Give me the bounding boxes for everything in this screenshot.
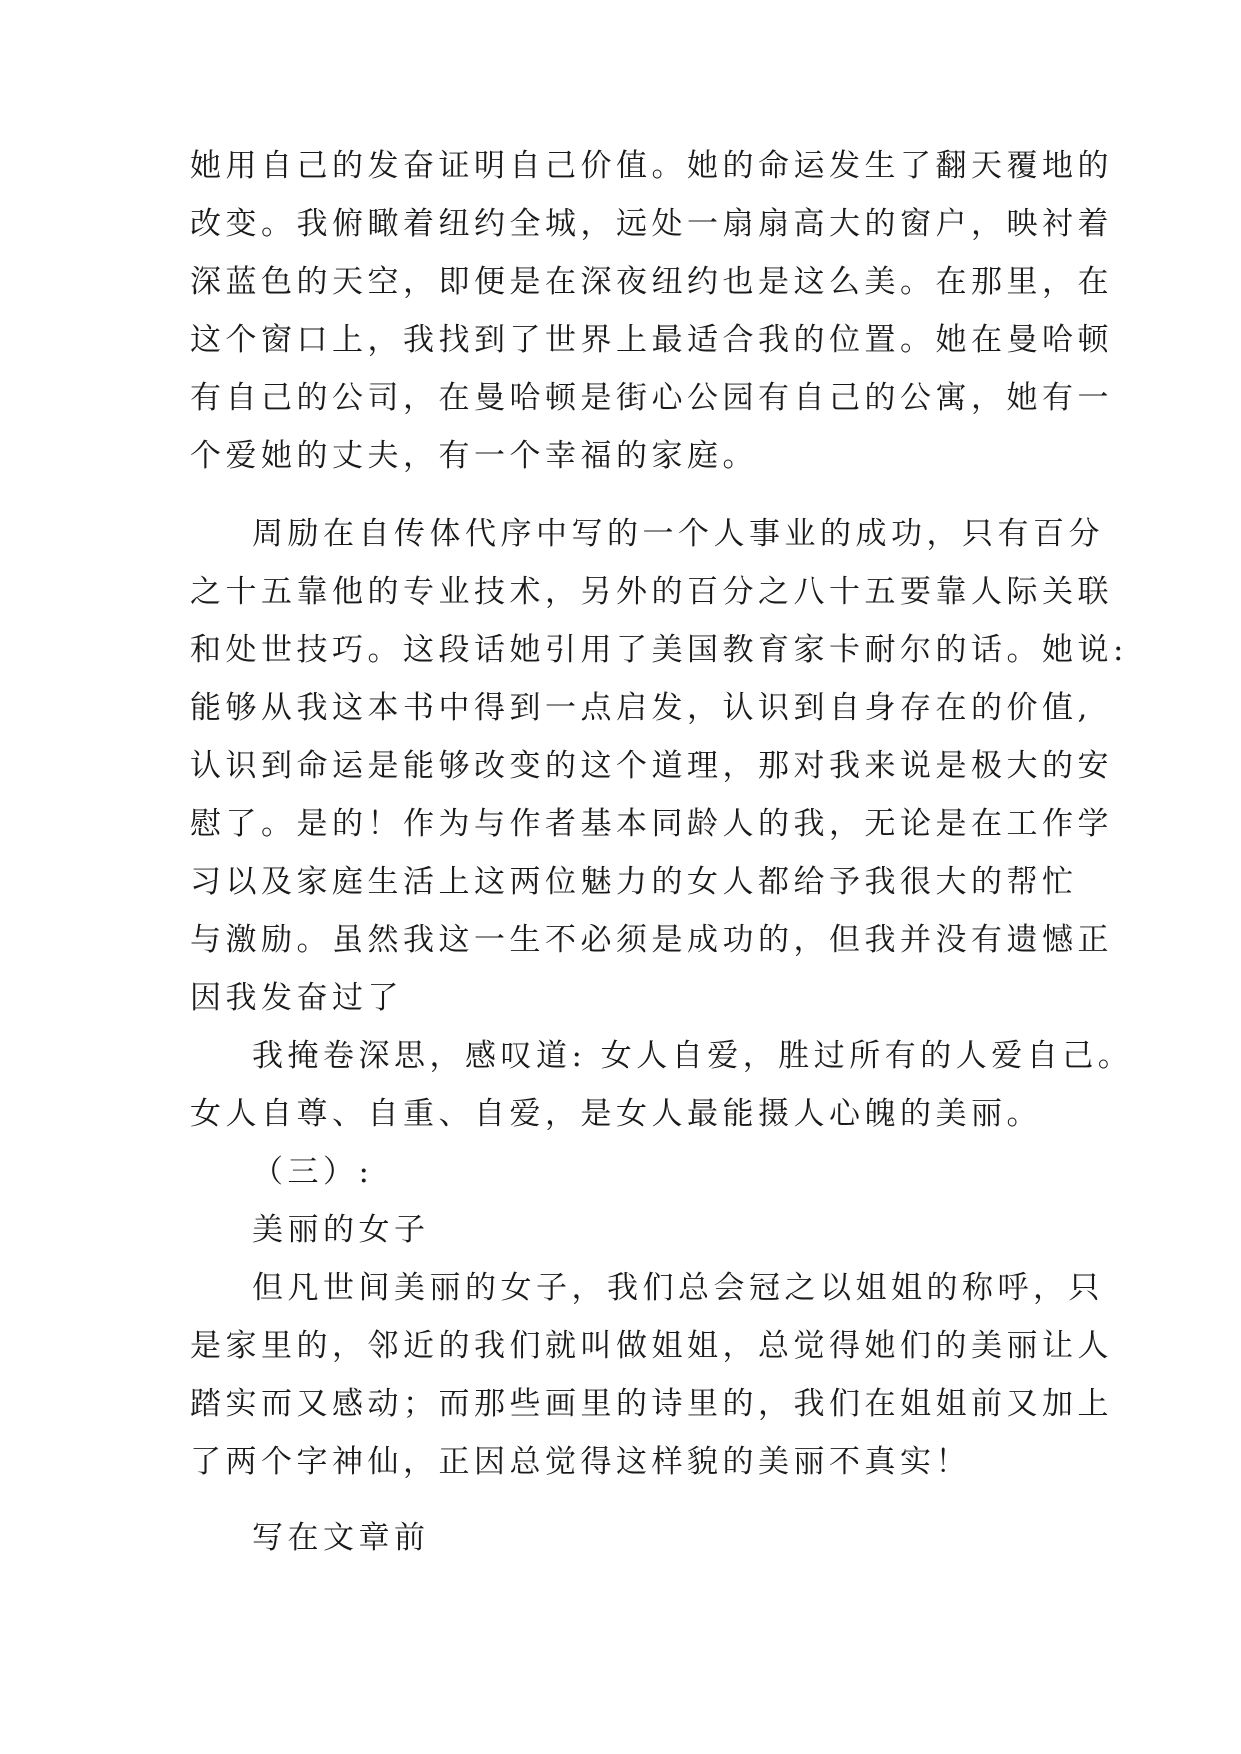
text-line: 和处世技巧。这段话她引用了美国教育家卡耐尔的话。她说: [190,632,1128,668]
text-line: 这个窗口上，我找到了世界上最适合我的位置。她在曼哈顿 [190,322,1113,358]
text-line: 与激励。虽然我这一生不必须是成功的，但我并没有遗憾正 [190,922,1113,958]
text-line: 个爱她的丈夫，有一个幸福的家庭。 [190,438,758,474]
paragraph-start-line: 周励在自传体代序中写的一个人事业的成功，只有百分 [252,516,1104,552]
text-line: 了两个字神仙，正因总觉得这样貌的美丽不真实！ [190,1444,971,1480]
text-line: 深蓝色的天空，即便是在深夜纽约也是这么美。在那里，在 [190,264,1113,300]
text-line: 习以及家庭生活上这两位魅力的女人都给予我很大的帮忙 [190,864,1078,900]
text-line: 认识到命运是能够改变的这个道理，那对我来说是极大的安 [190,748,1113,784]
subheading: 写在文章前 [252,1520,430,1556]
text-line: 她用自己的发奋证明自己价值。她的命运发生了翻天覆地的 [190,148,1113,184]
section-title: 美丽的女子 [252,1212,430,1248]
text-line: 能够从我这本书中得到一点启发，认识到自身存在的价值, [190,690,1092,726]
text-line: 慰了。是的！作为与作者基本同龄人的我，无论是在工作学 [190,806,1113,842]
text-line: 踏实而又感动；而那些画里的诗里的，我们在姐姐前又加上 [190,1386,1113,1422]
text-line: 改变。我俯瞰着纽约全城，远处一扇扇高大的窗户，映衬着 [190,206,1113,242]
paragraph-start-line: 我掩卷深思，感叹道: 女人自爱，胜过所有的人爱自己。 [252,1038,1134,1074]
paragraph-start-line: 但凡世间美丽的女子，我们总会冠之以姐姐的称呼，只 [252,1270,1104,1306]
text-line: 女人自尊、自重、自爱，是女人最能摄人心魄的美丽。 [190,1096,1042,1132]
text-line: 是家里的，邻近的我们就叫做姐姐，总觉得她们的美丽让人 [190,1328,1113,1364]
section-number: （三）: [252,1154,374,1190]
text-line: 因我发奋过了 [190,980,403,1016]
text-line: 之十五靠他的专业技术，另外的百分之八十五要靠人际关联 [190,574,1113,610]
text-line: 有自己的公司，在曼哈顿是街心公园有自己的公寓，她有一 [190,380,1113,416]
